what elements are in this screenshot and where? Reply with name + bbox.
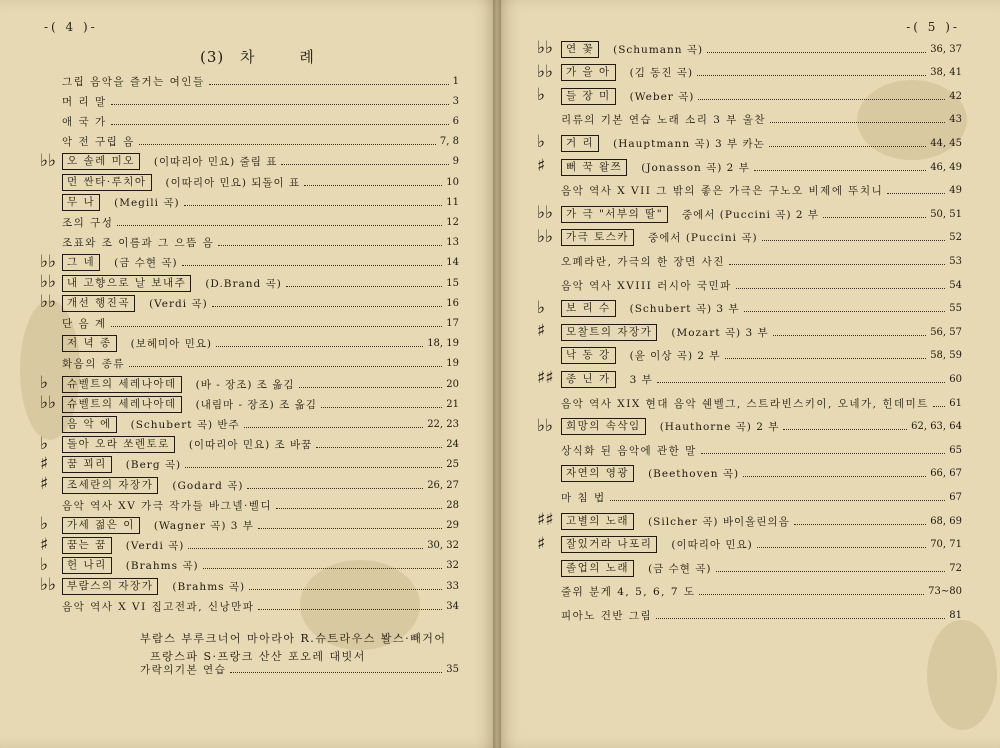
toc-song-title: 연 꽃: [561, 41, 599, 58]
toc-entry-title: 그립 음악을 즐거는 여인들: [62, 75, 205, 88]
dot-leader: [736, 288, 945, 289]
toc-entry: [561, 441, 962, 459]
dot-leader: [129, 366, 442, 367]
composers-line-1: 부람스 부루크너어 마아라아 R.슈트라우스 봘스·빼거어: [140, 632, 447, 645]
toc-entry: [561, 323, 962, 341]
toc-entry-page: 17: [446, 317, 459, 329]
flat-icon: ♭♭: [537, 415, 554, 436]
title-char-1: 차: [240, 48, 256, 66]
toc-entry-composer: (Weber 곡): [629, 90, 695, 103]
toc-entry-page: 58, 59: [930, 350, 962, 362]
toc-entry-page: 36, 37: [930, 43, 962, 55]
toc-entry-composer: (금 수현 곡): [648, 562, 712, 575]
toc-entry-composer: 중에서 (Puccini 곡): [648, 232, 758, 245]
toc-entry-title: 리류의 기본 연습 노래 소리 3 부 울찬: [561, 114, 767, 127]
toc-song-title: 졸업의 노래: [561, 560, 634, 577]
toc-song-title: 그 네: [62, 254, 100, 271]
dot-leader: [218, 245, 442, 246]
toc-entry: [62, 537, 459, 555]
dot-leader: [111, 326, 443, 327]
toc-entry-page: 12: [446, 216, 459, 228]
title-number: (3): [200, 48, 225, 66]
toc-entry: [561, 40, 962, 58]
toc-entry-page: 13: [446, 237, 459, 249]
dot-leader: [184, 205, 443, 206]
toc-entry-title: 조표와 조 이름과 그 으뜸 음: [62, 237, 215, 250]
toc-entry: [62, 294, 459, 312]
dot-leader: [185, 467, 442, 468]
toc-entry-page: 14: [446, 257, 459, 269]
toc-song-title: 들 장 미: [561, 88, 616, 105]
flat-icon: ♭♭: [537, 203, 554, 224]
toc-entry: [561, 559, 962, 577]
flat-icon: ♭♭: [537, 226, 554, 247]
toc-entry-composer: (이따리아 민요) 줄림 표: [153, 156, 278, 169]
toc-entry-composer: (이따리아 민요) 되돌이 표: [165, 176, 301, 189]
toc-entry-title: 음악 역사 XV 가극 작가들 바그넬·벨디: [62, 499, 273, 512]
sharp-icon: ♯♯: [537, 368, 554, 389]
toc-entry-title: 음악 역사 XIX 현대 음악 쉔벨그, 스트라빈스키이, 오네가, 힌데미트: [561, 397, 929, 410]
toc-entry: [62, 415, 459, 433]
toc-entry-page: 50, 51: [930, 208, 962, 220]
dot-leader: [699, 594, 924, 595]
toc-song-title: 슈벨트의 세레나아데: [62, 396, 182, 413]
toc-entry: [62, 112, 459, 130]
dot-leader: [281, 164, 448, 165]
toc-entry-page: 53: [949, 255, 962, 267]
dot-leader: [701, 453, 945, 454]
dot-leader: [754, 170, 926, 171]
toc-entry: [561, 134, 962, 152]
flat-icon: ♭♭: [40, 251, 57, 272]
toc-song-title: 음 악 에: [62, 416, 117, 433]
dot-leader: [182, 265, 443, 266]
dot-leader: [316, 447, 442, 448]
toc-entry-page: 28: [446, 499, 459, 511]
toc-entry: [561, 394, 962, 412]
dot-leader: [203, 568, 443, 569]
toc-entry-page: 42: [949, 90, 962, 102]
flat-icon: ♭: [537, 85, 546, 106]
toc-entry-title: 악 전 구립 음: [62, 136, 135, 149]
toc-song-title: 무 나: [62, 194, 100, 211]
toc-entry-page: 60: [949, 373, 962, 385]
dot-leader: [725, 358, 927, 359]
sharp-icon: ♯: [40, 474, 49, 494]
toc-entry: [561, 205, 962, 223]
toc-entry-page: 62, 63, 64: [911, 421, 962, 433]
toc-entry-page: 16: [446, 297, 459, 309]
dot-leader: [247, 488, 423, 489]
dot-leader: [794, 524, 926, 525]
toc-entry: [561, 347, 962, 365]
toc-entry: [62, 173, 459, 191]
toc-entry: [62, 234, 459, 252]
toc-entry-composer: (금 수현 곡): [114, 257, 178, 270]
toc-entry: [62, 92, 459, 110]
flat-icon: ♭♭: [40, 393, 57, 414]
toc-entry-title: 줄위 분게 4, 5, 6, 7 도: [561, 586, 696, 599]
toc-entry-page: 72: [949, 562, 962, 574]
toc-entry: [561, 252, 962, 270]
toc-song-title: 자연의 영광: [561, 465, 634, 482]
dot-leader: [697, 75, 926, 76]
left-page: [0, 0, 497, 748]
toc-entry: [62, 557, 459, 575]
flat-icon: ♭♭: [40, 575, 57, 595]
toc-entry-page: 25: [446, 459, 459, 471]
dot-leader: [139, 144, 436, 145]
toc-entry: [62, 476, 459, 494]
toc-entry-page: 35: [446, 663, 459, 675]
toc-entry-composer: (Brahms 곡): [172, 580, 246, 593]
toc-song-title: 거 리: [561, 135, 599, 152]
toc-entry-composer: (Verdi 곡): [149, 297, 208, 310]
toc-entry-title: 화음의 종류: [62, 358, 126, 371]
dot-leader: [610, 500, 946, 501]
flat-icon: ♭♭: [40, 272, 57, 292]
toc-entry-page: 46, 49: [930, 161, 962, 173]
toc-entry-title: 오폐라란, 가극의 한 장면 사진: [561, 255, 725, 268]
toc-entry: [62, 72, 459, 90]
sharp-icon: ♯: [40, 534, 49, 555]
toc-song-title: 잘있거라 나포리: [561, 536, 657, 553]
toc-entry-last: [140, 660, 459, 678]
toc-entry-composer: (Silcher 곡) 바이올린의음: [648, 515, 790, 528]
toc-song-title: 개선 행진곡: [62, 295, 135, 312]
flat-icon: ♭♭: [537, 61, 554, 82]
toc-entry: [62, 395, 459, 413]
sharp-icon: ♯: [537, 156, 546, 176]
toc-song-title: 부람스의 자장가: [62, 578, 158, 595]
toc-entry: [561, 370, 962, 388]
toc-entry-composer: (Wagner 곡) 3 부: [153, 519, 254, 532]
dot-leader: [117, 225, 442, 226]
toc-entry-page: 3: [452, 95, 459, 107]
toc-song-title: 꿈 꾀리: [62, 456, 112, 473]
toc-entry: [561, 488, 962, 506]
toc-entry-composer: (이따리아 민요) 조 바꿈: [188, 439, 313, 452]
toc-entry-composer: (Beethoven 곡): [648, 468, 740, 481]
composers-line-2: 프랑스파 S·프랑크 산산 포오레 대빗서: [150, 650, 366, 663]
toc-entry-composer: (Verdi 곡): [125, 540, 185, 553]
toc-entry-composer: 중에서 (Puccini 곡) 2 부: [682, 208, 820, 221]
toc-entry-composer: (보헤미아 민요): [130, 338, 212, 351]
toc-entry: [62, 133, 459, 151]
toc-entry-page: 6: [452, 115, 459, 127]
toc-song-title: 가극 토스카: [561, 229, 634, 246]
toc-song-title: 꿈는 꿈: [62, 537, 112, 554]
toc-song-title: 낙 동 강: [561, 347, 616, 364]
toc-entry-composer: (내림마 - 장조) 조 옮김: [195, 398, 317, 411]
toc-entry-composer: (Megili 곡): [114, 196, 180, 209]
toc-entry-page: 21: [446, 398, 459, 410]
toc-entry-title: 음악 역사 X VI 집고전과, 신낭만파: [62, 600, 255, 613]
toc-entry-composer: (Hauthorne 곡) 2 부: [659, 421, 780, 434]
toc-entry: [561, 182, 962, 200]
toc-entry-composer: (Hauptmann 곡) 3 부 카논: [613, 137, 765, 150]
toc-entry-page: 54: [949, 279, 962, 291]
flat-icon: ♭♭: [537, 38, 554, 58]
toc-entry-composer: (D.Brand 곡): [205, 277, 282, 290]
toc-entry: [62, 274, 459, 292]
toc-song-title: 희망의 속삭임: [561, 418, 646, 435]
toc-entry: [62, 577, 459, 595]
toc-entry: [561, 512, 962, 530]
toc-entry-composer: (윤 이상 곡) 2 부: [629, 350, 721, 363]
toc-entry-composer: (Brahms 곡): [125, 560, 199, 573]
dot-leader: [823, 217, 926, 218]
dot-leader: [258, 609, 442, 610]
toc-entry-page: 33: [446, 580, 459, 592]
dot-leader: [707, 52, 926, 53]
dot-leader: [249, 589, 442, 590]
dot-leader: [188, 548, 423, 549]
dot-leader: [729, 264, 945, 265]
right-page: [497, 0, 1000, 748]
dot-leader: [299, 387, 443, 388]
toc-entry-page: 18, 19: [427, 338, 459, 350]
dot-leader: [744, 311, 946, 312]
dot-leader: [276, 508, 442, 509]
dot-leader: [773, 335, 927, 336]
toc-song-title: 내 고향으로 날 보내주: [62, 275, 191, 292]
toc-entry: [62, 375, 459, 393]
toc-entry: [561, 583, 962, 601]
toc-entry: [62, 213, 459, 231]
toc-entry: [62, 597, 459, 615]
toc-entry: [561, 87, 962, 105]
toc-entry-page: 52: [949, 232, 962, 244]
toc-song-title: 조세란의 자장가: [62, 477, 158, 494]
toc-entry: [62, 456, 459, 474]
sharp-icon: ♯♯: [537, 510, 554, 530]
sharp-icon: ♯: [537, 533, 546, 554]
toc-entry-composer: (Schubert 곡) 반주: [130, 418, 240, 431]
toc-entry-title: 애 국 가: [62, 115, 107, 128]
toc-entry-page: 26, 27: [427, 479, 459, 491]
dot-leader: [321, 407, 442, 408]
dot-leader: [244, 427, 424, 428]
dot-leader: [657, 382, 945, 383]
toc-entry-composer: (Jonasson 곡) 2 부: [641, 161, 750, 174]
toc-entry-composer: (바 - 장조) 조 옮김: [195, 378, 295, 391]
toc-entry: [561, 111, 962, 129]
page-number-left: -( 4 )-: [44, 20, 98, 34]
flat-icon: ♭: [537, 132, 546, 153]
toc-entry-page: 56, 57: [930, 326, 962, 338]
toc-entry: [62, 193, 459, 211]
toc-entry-page: 67: [949, 491, 962, 503]
toc-entry-page: 66, 67: [930, 468, 962, 480]
toc-entry: [561, 276, 962, 294]
toc-song-title: 헌 나리: [62, 557, 112, 574]
toc-entry-page: 34: [446, 600, 459, 612]
toc-entry-title: 상식화 된 음악에 관한 말: [561, 444, 697, 457]
toc-entry-page: 24: [446, 439, 459, 451]
dot-leader: [111, 124, 449, 125]
toc-entry-page: 65: [949, 444, 962, 456]
toc-entry: [561, 64, 962, 82]
flat-icon: ♭♭: [40, 292, 57, 313]
flat-icon: ♭♭: [40, 150, 57, 171]
flat-icon: ♭: [40, 514, 49, 535]
toc-entry-page: 38, 41: [930, 67, 962, 79]
dot-leader: [783, 429, 907, 430]
toc-entry-page: 20: [446, 378, 459, 390]
toc-entry: [62, 314, 459, 332]
toc-entry: [62, 335, 459, 353]
toc-entry: [561, 465, 962, 483]
toc-entry-page: 10: [446, 176, 459, 188]
dot-leader: [698, 99, 945, 100]
flat-icon: ♭: [40, 373, 49, 393]
dot-leader: [716, 571, 946, 572]
toc-entry: [62, 516, 459, 534]
toc-song-title: 고별의 노래: [561, 513, 634, 530]
toc-entry-composer: (Berg 곡): [125, 459, 182, 472]
book-gutter: [493, 0, 501, 748]
toc-entry: [561, 300, 962, 318]
toc-entry-page: 49: [949, 185, 962, 197]
toc-entry-page: 73∼80: [928, 586, 962, 598]
toc-entry-page: 81: [949, 609, 962, 621]
toc-entry-page: 70, 71: [930, 539, 962, 551]
dot-leader: [286, 286, 442, 287]
page-number-right: -( 5 )-: [906, 20, 960, 34]
toc-song-title: 종 닌 가: [561, 371, 616, 388]
toc-entry-page: 29: [446, 519, 459, 531]
toc-song-title: 오 솔레 미오: [62, 153, 140, 170]
toc-entry: [561, 229, 962, 247]
dot-leader: [887, 193, 945, 194]
toc-song-title: 가세 젊은 이: [62, 517, 140, 534]
dot-leader: [216, 346, 423, 347]
toc-entry-composer: (Mozart 곡) 3 부: [671, 326, 769, 339]
toc-entry-page: 55: [949, 303, 962, 315]
dot-leader: [230, 672, 442, 673]
flat-icon: ♭: [40, 554, 49, 575]
toc-song-title: 가 극 "서부의 딸": [561, 206, 668, 223]
toc-entry: [62, 496, 459, 514]
toc-entry-composer: 3 부: [629, 373, 653, 386]
dot-leader: [743, 476, 926, 477]
toc-song-title: 보 리 수: [561, 300, 616, 317]
toc-entry: [561, 418, 962, 436]
toc-entry-title: 마 침 법: [561, 491, 606, 504]
dot-leader: [770, 122, 945, 123]
toc-entry-title: 음악 역사 X VII 그 밖의 좋은 가극은 구노오 비제에 뚜치니: [561, 185, 884, 198]
toc-entry-title: 단 음 계: [62, 317, 107, 330]
toc-entry-page: 44, 45: [930, 137, 962, 149]
toc-entry-page: 61: [949, 397, 962, 409]
toc-entry-title: 머 리 말: [62, 95, 107, 108]
toc-entry-title: 음악 역사 XVIII 러시아 국민파: [561, 279, 732, 292]
page-title: [200, 46, 315, 67]
toc-entry-page: 68, 69: [930, 515, 962, 527]
toc-entry-composer: (Schubert 곡) 3 부: [629, 303, 740, 316]
toc-entry: [561, 536, 962, 554]
toc-song-title: 돌아 오라 쏘렌토로: [62, 436, 175, 453]
toc-song-title: 가 을 아: [561, 64, 616, 81]
sharp-icon: ♯: [537, 321, 546, 342]
toc-entry-page: 22, 23: [427, 418, 459, 430]
toc-entry-page: 9: [452, 156, 459, 168]
dot-leader: [304, 185, 442, 186]
toc-entry: [62, 355, 459, 373]
dot-leader: [209, 84, 449, 85]
toc-entry-title: 조의 구성: [62, 216, 114, 229]
sharp-icon: ♯: [40, 453, 49, 474]
dot-leader: [769, 146, 926, 147]
dot-leader: [933, 406, 945, 407]
toc-song-title: 슈벨트의 세레나아데: [62, 376, 182, 393]
toc-entry-page: 1: [452, 75, 459, 87]
toc-entry-composer: (이따리아 민요): [671, 539, 753, 552]
dot-leader: [258, 528, 442, 529]
toc-song-title: 모찰트의 자장가: [561, 324, 657, 341]
toc-entry-composer: (김 동진 곡): [629, 67, 694, 80]
toc-entry: [62, 153, 459, 171]
toc-song-title: 저 녁 종: [62, 335, 117, 352]
toc-entry-page: 32: [446, 560, 459, 572]
toc-entry-page: 15: [446, 277, 459, 289]
toc-entry-title: 피아노 건반 그림: [561, 609, 653, 622]
toc-entry-page: 11: [446, 196, 459, 208]
toc-entry-page: 43: [949, 114, 962, 126]
toc-entry-page: 19: [446, 358, 459, 370]
title-char-2: 례: [299, 48, 315, 66]
dot-leader: [757, 547, 926, 548]
toc-entry: [561, 606, 962, 624]
toc-entry: [62, 436, 459, 454]
toc-entry-page: 30, 32: [427, 540, 459, 552]
dot-leader: [656, 618, 945, 619]
toc-entry-title: 가락의기본 연습: [140, 663, 227, 676]
toc-entry: [62, 254, 459, 272]
toc-entry: [561, 158, 962, 176]
toc-entry-composer: (Schumann 곡): [613, 43, 704, 56]
toc-song-title: 먼 싼타·루치아: [62, 174, 152, 191]
dot-leader: [111, 104, 449, 105]
toc-song-title: 뻐 꾹 왈쯔: [561, 159, 627, 176]
flat-icon: ♭: [40, 433, 49, 454]
toc-entry-composer: (Godard 곡): [172, 479, 244, 492]
toc-entry-page: 7, 8: [439, 136, 459, 148]
dot-leader: [212, 306, 443, 307]
dot-leader: [762, 240, 946, 241]
flat-icon: ♭: [537, 297, 546, 318]
